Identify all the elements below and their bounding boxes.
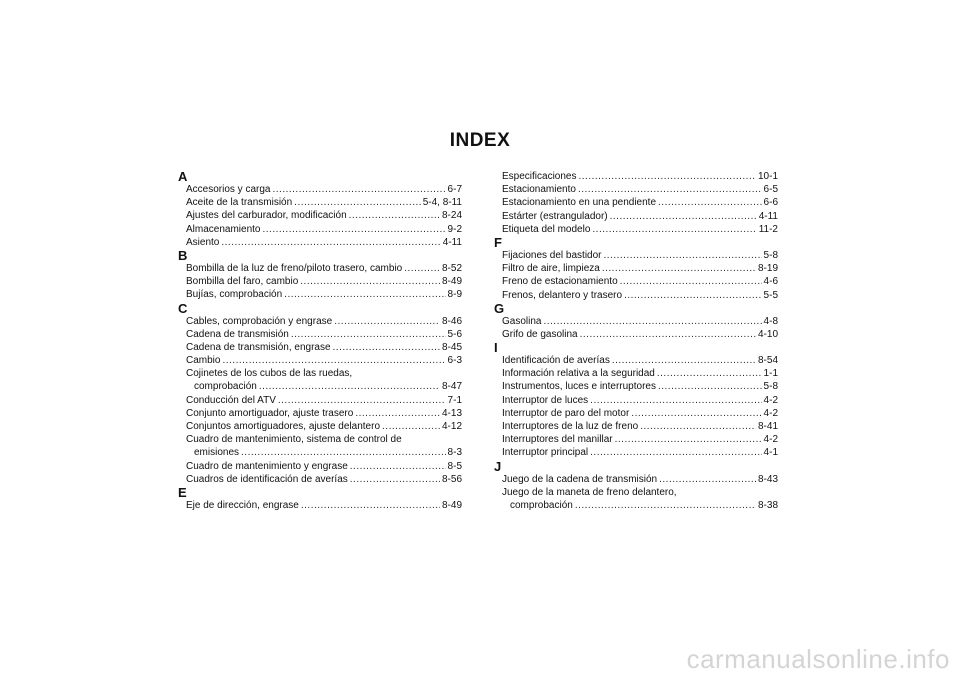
entry-page: 4-2	[763, 394, 778, 406]
entry-page: 8-9	[447, 289, 462, 301]
entry-page: 8-5	[447, 460, 462, 472]
leader-dots	[334, 315, 440, 328]
entry-page: 1-1	[763, 368, 778, 380]
index-entry	[494, 315, 778, 328]
index-entry	[494, 407, 778, 420]
entry-text: Freno de estacionamiento	[502, 276, 618, 288]
index-entry	[494, 354, 778, 367]
watermark: carmanualsonline.info	[686, 644, 950, 674]
index-entry	[178, 183, 462, 196]
section-letter: B	[178, 247, 188, 263]
index-entry	[494, 223, 778, 236]
entry-text: Filtro de aire, limpieza	[502, 263, 600, 275]
index-entry	[178, 288, 462, 301]
index-entry	[178, 407, 462, 420]
index-entry	[178, 236, 462, 249]
entry-page: 11-2	[758, 223, 778, 235]
entry-page: 10-1	[757, 171, 778, 182]
index-entry	[178, 380, 462, 393]
entry-page: 6-5	[763, 184, 778, 196]
index-entry	[178, 275, 462, 288]
entry-text: Cambio	[186, 355, 221, 367]
entry-text: Juego de la cadena de transmisión	[502, 473, 658, 485]
index-entry	[494, 183, 778, 196]
entry-page: 4-11	[758, 210, 778, 222]
entry-page: 8-3	[447, 447, 462, 459]
entry-page: 8-47	[441, 381, 462, 393]
entry-page: 4-11	[442, 236, 462, 248]
entry-text: Gasolina	[502, 315, 542, 327]
page-title: INDEX	[449, 130, 511, 151]
index-entry	[178, 420, 462, 433]
entry-text: Aceite de la transmisión	[186, 197, 293, 209]
leader-dots	[404, 262, 440, 275]
leader-dots	[350, 473, 440, 486]
entry-page: 8-49	[441, 499, 462, 511]
entry-text: Interruptores de la luz de freno	[502, 421, 639, 432]
entry-text: Juego de la maneta de freno delantero,	[502, 486, 677, 498]
leader-dots	[578, 183, 762, 196]
index-entry	[494, 328, 778, 341]
index-entry	[178, 446, 462, 459]
entry-text: Grifo de gasolina	[502, 328, 578, 340]
entry-page: 6-3	[447, 355, 462, 367]
entry-text: Cuadros de identificación de averías	[186, 473, 348, 485]
leader-dots	[222, 354, 445, 367]
index-entry	[178, 367, 462, 380]
leader-dots	[241, 446, 446, 459]
entry-page: 8-52	[441, 262, 462, 274]
leader-dots	[575, 499, 756, 512]
section-letter: E	[178, 484, 187, 500]
leader-dots	[262, 223, 445, 236]
leader-dots	[620, 275, 762, 288]
entry-page: 8-41	[757, 421, 778, 432]
leader-dots	[659, 473, 756, 486]
entry-text: Frenos, delantero y trasero	[502, 289, 623, 301]
entry-text: Identificación de averías	[502, 355, 610, 367]
leader-dots	[272, 183, 445, 196]
leader-dots	[382, 420, 440, 433]
entry-text: Etiqueta del modelo	[502, 223, 591, 235]
leader-dots	[624, 289, 761, 302]
entry-page: 6-6	[763, 197, 778, 209]
leader-dots	[300, 275, 440, 288]
entry-page: 5-5	[763, 289, 778, 301]
entry-text: Interruptor principal	[502, 447, 589, 459]
index-entry	[178, 262, 462, 275]
index-entry	[178, 341, 462, 354]
entry-page: 5-8	[763, 381, 778, 393]
entry-text: Interruptor de paro del motor	[502, 407, 630, 419]
index-entry	[494, 289, 778, 302]
entry-page: 6-7	[447, 184, 462, 195]
entry-text: Conjuntos amortiguadores, ajuste delantero	[186, 421, 381, 432]
index-entry	[494, 394, 778, 407]
leader-dots	[294, 196, 421, 209]
entry-text: Conducción del ATV	[186, 394, 276, 406]
entry-page: 8-46	[441, 315, 462, 327]
entry-page: 8-24	[441, 210, 462, 222]
entry-page: 8-54	[757, 355, 778, 367]
section-letter: F	[494, 234, 502, 250]
leader-dots	[291, 328, 446, 341]
index-entry	[178, 473, 462, 486]
leader-dots	[301, 499, 440, 512]
entry-text: Eje de dirección, engrase	[186, 499, 299, 511]
leader-dots	[602, 262, 756, 275]
section-letter: A	[178, 169, 188, 184]
entry-text: Cadena de transmisión	[186, 328, 289, 340]
index-entry	[494, 420, 778, 433]
leader-dots	[543, 315, 761, 328]
entry-text: Especificaciones	[502, 171, 577, 182]
entry-text: Interruptores del manillar	[502, 434, 613, 446]
index-entry	[494, 275, 778, 288]
leader-dots	[615, 433, 762, 446]
leader-dots	[590, 394, 761, 407]
leader-dots	[350, 460, 446, 473]
entry-text: Conjunto amortiguador, ajuste trasero	[186, 407, 354, 419]
entry-page: 4-13	[441, 407, 462, 419]
entry-page: 5-8	[763, 249, 778, 261]
entry-page: 8-45	[441, 341, 462, 353]
entry-page: 8-38	[757, 499, 778, 511]
entry-page: 5-6	[447, 328, 462, 340]
entry-page: 4-12	[441, 421, 462, 432]
index-entry	[494, 249, 778, 262]
entry-text: Accesorios y carga	[186, 184, 271, 195]
section-letter: C	[178, 300, 188, 316]
index-entry	[494, 473, 778, 486]
leader-dots	[592, 223, 756, 236]
leader-dots	[580, 328, 756, 341]
entry-text: Información relativa a la seguridad	[502, 368, 655, 380]
entry-text: Asiento	[186, 236, 220, 248]
index-entry	[494, 486, 778, 499]
entry-page: 7-1	[447, 394, 462, 406]
leader-dots	[658, 380, 762, 393]
leader-dots	[349, 209, 440, 222]
entry-text: emisiones	[194, 447, 240, 459]
entry-page: 4-10	[757, 328, 778, 340]
entry-text: Cojinetes de los cubos de las ruedas,	[186, 368, 353, 380]
leader-dots	[355, 407, 440, 420]
index-entry	[178, 196, 462, 209]
leader-dots	[610, 210, 757, 223]
index-entry	[178, 433, 462, 446]
entry-text: Bombilla del faro, cambio	[186, 276, 299, 288]
entry-text: Cuadro de mantenimiento y engrase	[186, 460, 348, 472]
index-entry	[178, 394, 462, 407]
entry-text: Estacionamiento en una pendiente	[502, 197, 657, 209]
entry-text: Almacenamiento	[186, 223, 261, 235]
leader-dots	[284, 288, 445, 301]
index-entry	[178, 328, 462, 341]
entry-text: Estacionamiento	[502, 184, 576, 196]
entry-page: 8-49	[441, 276, 462, 288]
leader-dots	[640, 420, 756, 433]
entry-page: 4-8	[763, 315, 778, 327]
index-entry	[494, 170, 778, 183]
entry-page: 9-2	[447, 223, 462, 235]
leader-dots	[333, 341, 440, 354]
leader-dots	[259, 380, 440, 393]
entry-text: Instrumentos, luces e interruptores	[502, 381, 656, 393]
leader-dots	[631, 407, 761, 420]
index-entry	[494, 262, 778, 275]
entry-page: 4-1	[763, 447, 778, 459]
leader-dots	[278, 394, 446, 407]
index-entry	[178, 223, 462, 236]
entry-text: Interruptor de luces	[502, 394, 589, 406]
index-entry	[178, 460, 462, 473]
index-entry	[494, 367, 778, 380]
leader-dots	[657, 367, 762, 380]
index-entry	[494, 446, 778, 459]
leader-dots	[612, 354, 756, 367]
entry-page: 4-2	[763, 434, 778, 446]
entry-page: 4-6	[763, 276, 778, 288]
entry-text: Bombilla de la luz de freno/piloto trasero, cambio	[186, 262, 403, 274]
index-column-left	[178, 170, 462, 512]
index-entry	[178, 315, 462, 328]
index-entry	[494, 380, 778, 393]
entry-text: Estárter (estrangulador)	[502, 210, 608, 222]
leader-dots	[221, 236, 440, 249]
entry-text: Ajustes del carburador, modificación	[186, 210, 347, 222]
entry-text: Cables, comprobación y engrase	[186, 315, 333, 327]
index-entry	[494, 433, 778, 446]
entry-page: 8-19	[757, 263, 778, 275]
entry-text: comprobación	[510, 499, 573, 511]
index-entry	[178, 499, 462, 512]
entry-text: Fijaciones del bastidor	[502, 249, 602, 261]
entry-text: Bujías, comprobación	[186, 289, 283, 301]
entry-page: 5-4, 8-11	[422, 197, 462, 209]
leader-dots	[578, 170, 756, 183]
index-column-right	[494, 170, 778, 512]
index-entry	[178, 209, 462, 222]
entry-text: comprobación	[194, 381, 257, 393]
index-entry	[494, 210, 778, 223]
entry-page: 8-56	[441, 473, 462, 485]
index-entry	[178, 354, 462, 367]
index-entry	[494, 499, 778, 512]
section-letter: J	[494, 458, 502, 474]
entry-text: Cuadro de mantenimiento, sistema de control de	[186, 434, 402, 446]
index-entry	[494, 196, 778, 209]
section-letter: G	[494, 300, 505, 316]
leader-dots	[590, 446, 761, 459]
entry-text: Cadena de transmisión, engrase	[186, 341, 331, 353]
entry-page: 8-43	[757, 473, 778, 485]
leader-dots	[604, 249, 762, 262]
leader-dots	[658, 196, 762, 209]
entry-page: 4-2	[763, 407, 778, 419]
section-letter: I	[494, 340, 498, 356]
